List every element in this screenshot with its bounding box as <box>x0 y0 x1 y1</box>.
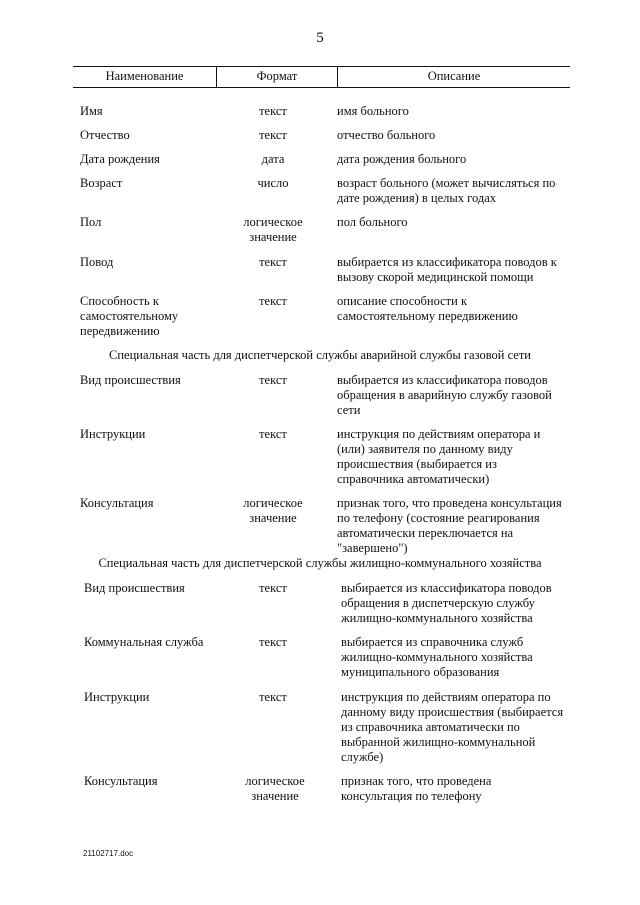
row-name: Вид происшествия <box>80 373 181 387</box>
header-name: Наименование <box>73 67 217 87</box>
table-header <box>73 66 570 88</box>
row-description: возраст больного (может вычисляться по дате рождения) в целых годах <box>337 176 556 205</box>
row-name: Способность к самостоятельному передвижению <box>80 294 179 338</box>
section-heading-gas: Специальная часть для диспетчерской службы аварийной службы газовой сети <box>109 348 531 362</box>
row-format: текст <box>259 104 287 118</box>
row-format: число <box>257 176 289 190</box>
row-format: логическое значение <box>245 774 305 803</box>
row-name: Отчество <box>80 128 130 142</box>
row-description: имя больного <box>337 104 409 118</box>
footer-filename: 21102717.doc <box>83 849 134 858</box>
row-format: текст <box>259 581 287 595</box>
row-format: текст <box>259 690 287 704</box>
row-name: Консультация <box>84 774 158 788</box>
row-name: Коммунальная служба <box>84 635 204 649</box>
row-description: выбирается из справочника служб жилищно-коммунального хозяйства муниципального образования <box>341 635 533 679</box>
row-format: дата <box>261 152 285 166</box>
row-name: Инструкции <box>80 427 146 441</box>
row-format: текст <box>259 128 287 142</box>
page-number: 5 <box>316 30 324 46</box>
row-description: дата рождения больного <box>337 152 467 166</box>
row-name: Возраст <box>80 176 123 190</box>
row-description: отчество больного <box>337 128 436 142</box>
row-format: текст <box>259 294 287 308</box>
section-heading-housing: Специальная часть для диспетчерской службы жилищно-коммунального хозяйства <box>98 556 542 570</box>
row-description: инструкция по действиям оператора и (или) заявителя по данному виду происшествия (выбирается из справочника автоматически) <box>337 427 541 486</box>
row-format: текст <box>259 427 287 441</box>
header-format: Формат <box>217 67 338 87</box>
row-description: выбирается из классификатора поводов к вызову скорой медицинской помощи <box>337 255 557 284</box>
row-description: признак того, что проведена консультация по телефону <box>341 774 492 803</box>
row-name: Вид происшествия <box>84 581 185 595</box>
row-name: Повод <box>80 255 114 269</box>
row-name: Инструкции <box>84 690 150 704</box>
row-format: логическое значение <box>243 215 303 244</box>
row-name: Консультация <box>80 496 154 510</box>
row-description: пол больного <box>337 215 408 229</box>
row-name: Пол <box>80 215 102 229</box>
row-description: инструкция по действиям оператора по данному виду происшествия (выбирается из справочника автоматически по выбранной жилищно-коммунальной службе) <box>341 690 564 764</box>
row-description: выбирается из классификатора поводов обращения в диспетчерскую службу жилищно-коммунального хозяйства <box>341 581 552 625</box>
header-description: Описание <box>427 69 481 83</box>
row-format: текст <box>259 635 287 649</box>
row-name: Дата рождения <box>80 152 160 166</box>
row-name: Имя <box>80 104 103 118</box>
row-description: выбирается из классификатора поводов обращения в аварийную службу газовой сети <box>337 373 552 417</box>
row-format: текст <box>259 373 287 387</box>
row-description: описание способности к самостоятельному передвижению <box>337 294 518 323</box>
row-format: текст <box>259 255 287 269</box>
row-description: признак того, что проведена консультация по телефону (состояние реагирования автоматически переключается на "завершено") <box>337 496 562 555</box>
row-format: логическое значение <box>243 496 303 525</box>
